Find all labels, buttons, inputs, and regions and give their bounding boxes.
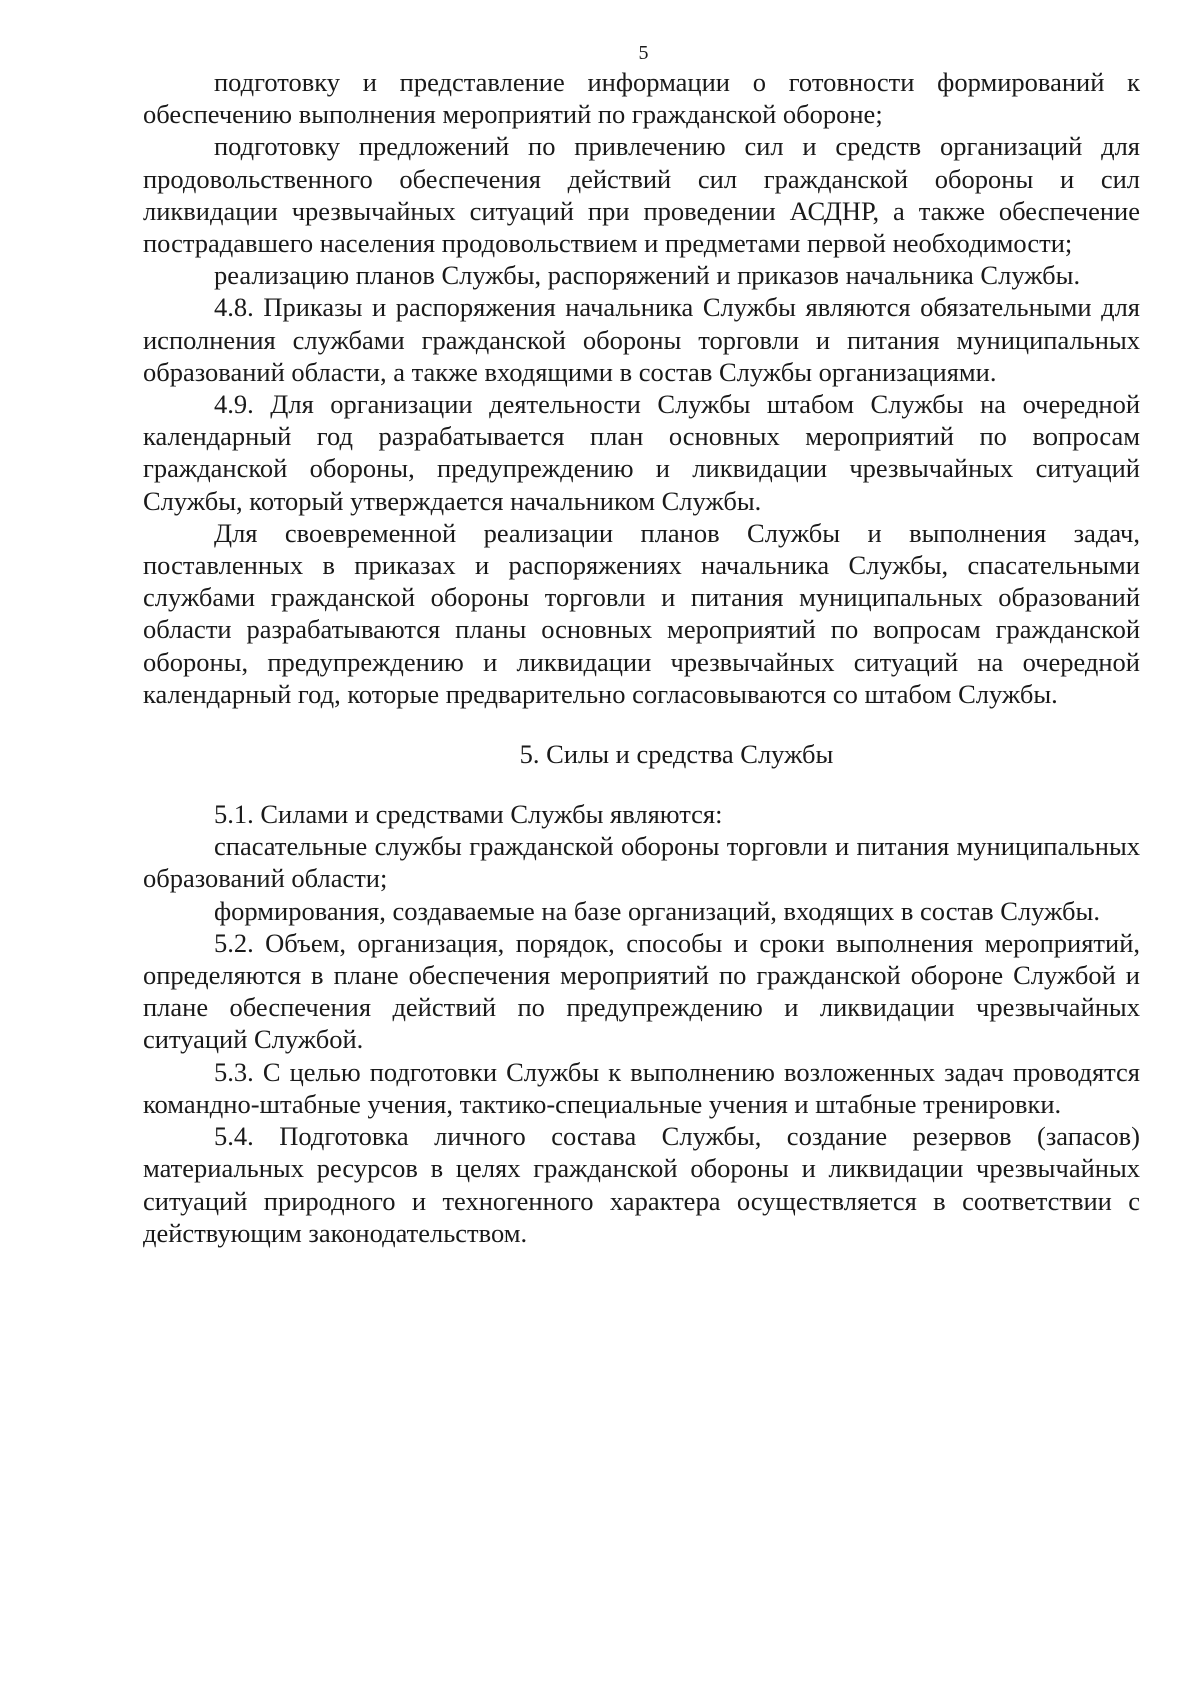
paragraph-5-3: 5.3. С целью подготовки Службы к выполнению возложенных задач проводятся командно-штабные учения, тактико-специальные учения и штабные тренировки. — [143, 1056, 1140, 1119]
document-page — [143, 40, 1140, 1249]
paragraph-formations: формирования, создаваемые на базе организаций, входящих в состав Службы. — [214, 895, 1100, 926]
paragraph-5-2: 5.2. Объем, организация, порядок, способы и сроки выполнения мероприятий, определяются в плане обеспечения мероприятий по гражданской обороне Службой и плане обеспечения действий по предупреждению и ликвидации чрезвычайных ситуаций Службой. — [143, 927, 1140, 1055]
paragraph-food-supply: подготовку предложений по привлечению сил и средств организаций для продовольственного обеспечения действий сил гражданской обороны и сил ликвидации чрезвычайных ситуаций при проведении АСДНР, а также обеспечение пострадавшего населения продовольствием и предметами первой необходимости; — [143, 131, 1140, 259]
section-heading: 5. Силы и средства Службы — [519, 739, 834, 770]
paragraph-5-4: 5.4. Подготовка личного состава Службы, создание резервов (запасов) материальных ресурсов в целях гражданской обороны и ликвидации чрезвычайных ситуаций природного и техногенного характера осуществляется в соответствии с действующим законодательством. — [143, 1121, 1140, 1248]
paragraph-4-8: 4.8. Приказы и распоряжения начальника Службы являются обязательными для исполнения службами гражданской обороны торговли и питания муниципальных образований области, а также входящими в состав Службы организациями. — [143, 292, 1140, 387]
paragraph-info-readiness: подготовку и представление информации о готовности формирований к обеспечению выполнения мероприятий по гражданской обороне; — [143, 67, 1140, 130]
paragraph-timely-implementation: Для своевременной реализации планов Службы и выполнения задач, поставленных в приказах и распоряжениях начальника Службы, спасательными службами гражданской обороны торговли и питания муниципальных образований области разрабатываются планы основных мероприятий по вопросам гражданской обороны, предупреждению и ликвидации чрезвычайных ситуаций на очередной календарный год, которые предварительно согласовываются со штабом Службы. — [143, 517, 1140, 709]
paragraph-rescue-services: спасательные службы гражданской обороны торговли и питания муниципальных образований области; — [143, 831, 1140, 894]
paragraph-5-1: 5.1. Силами и средствами Службы являются: — [214, 799, 723, 830]
paragraph-plans-implementation: реализацию планов Службы, распоряжений и приказов начальника Службы. — [214, 260, 1081, 291]
paragraph-4-9: 4.9. Для организации деятельности Службы штабом Службы на очередной календарный год разрабатывается план основных мероприятий по вопросам гражданской обороны, предупреждению и ликвидации чрезвычайных ситуаций Службы, который утверждается начальником Службы. — [143, 389, 1140, 516]
page-number: 5 — [638, 42, 649, 64]
